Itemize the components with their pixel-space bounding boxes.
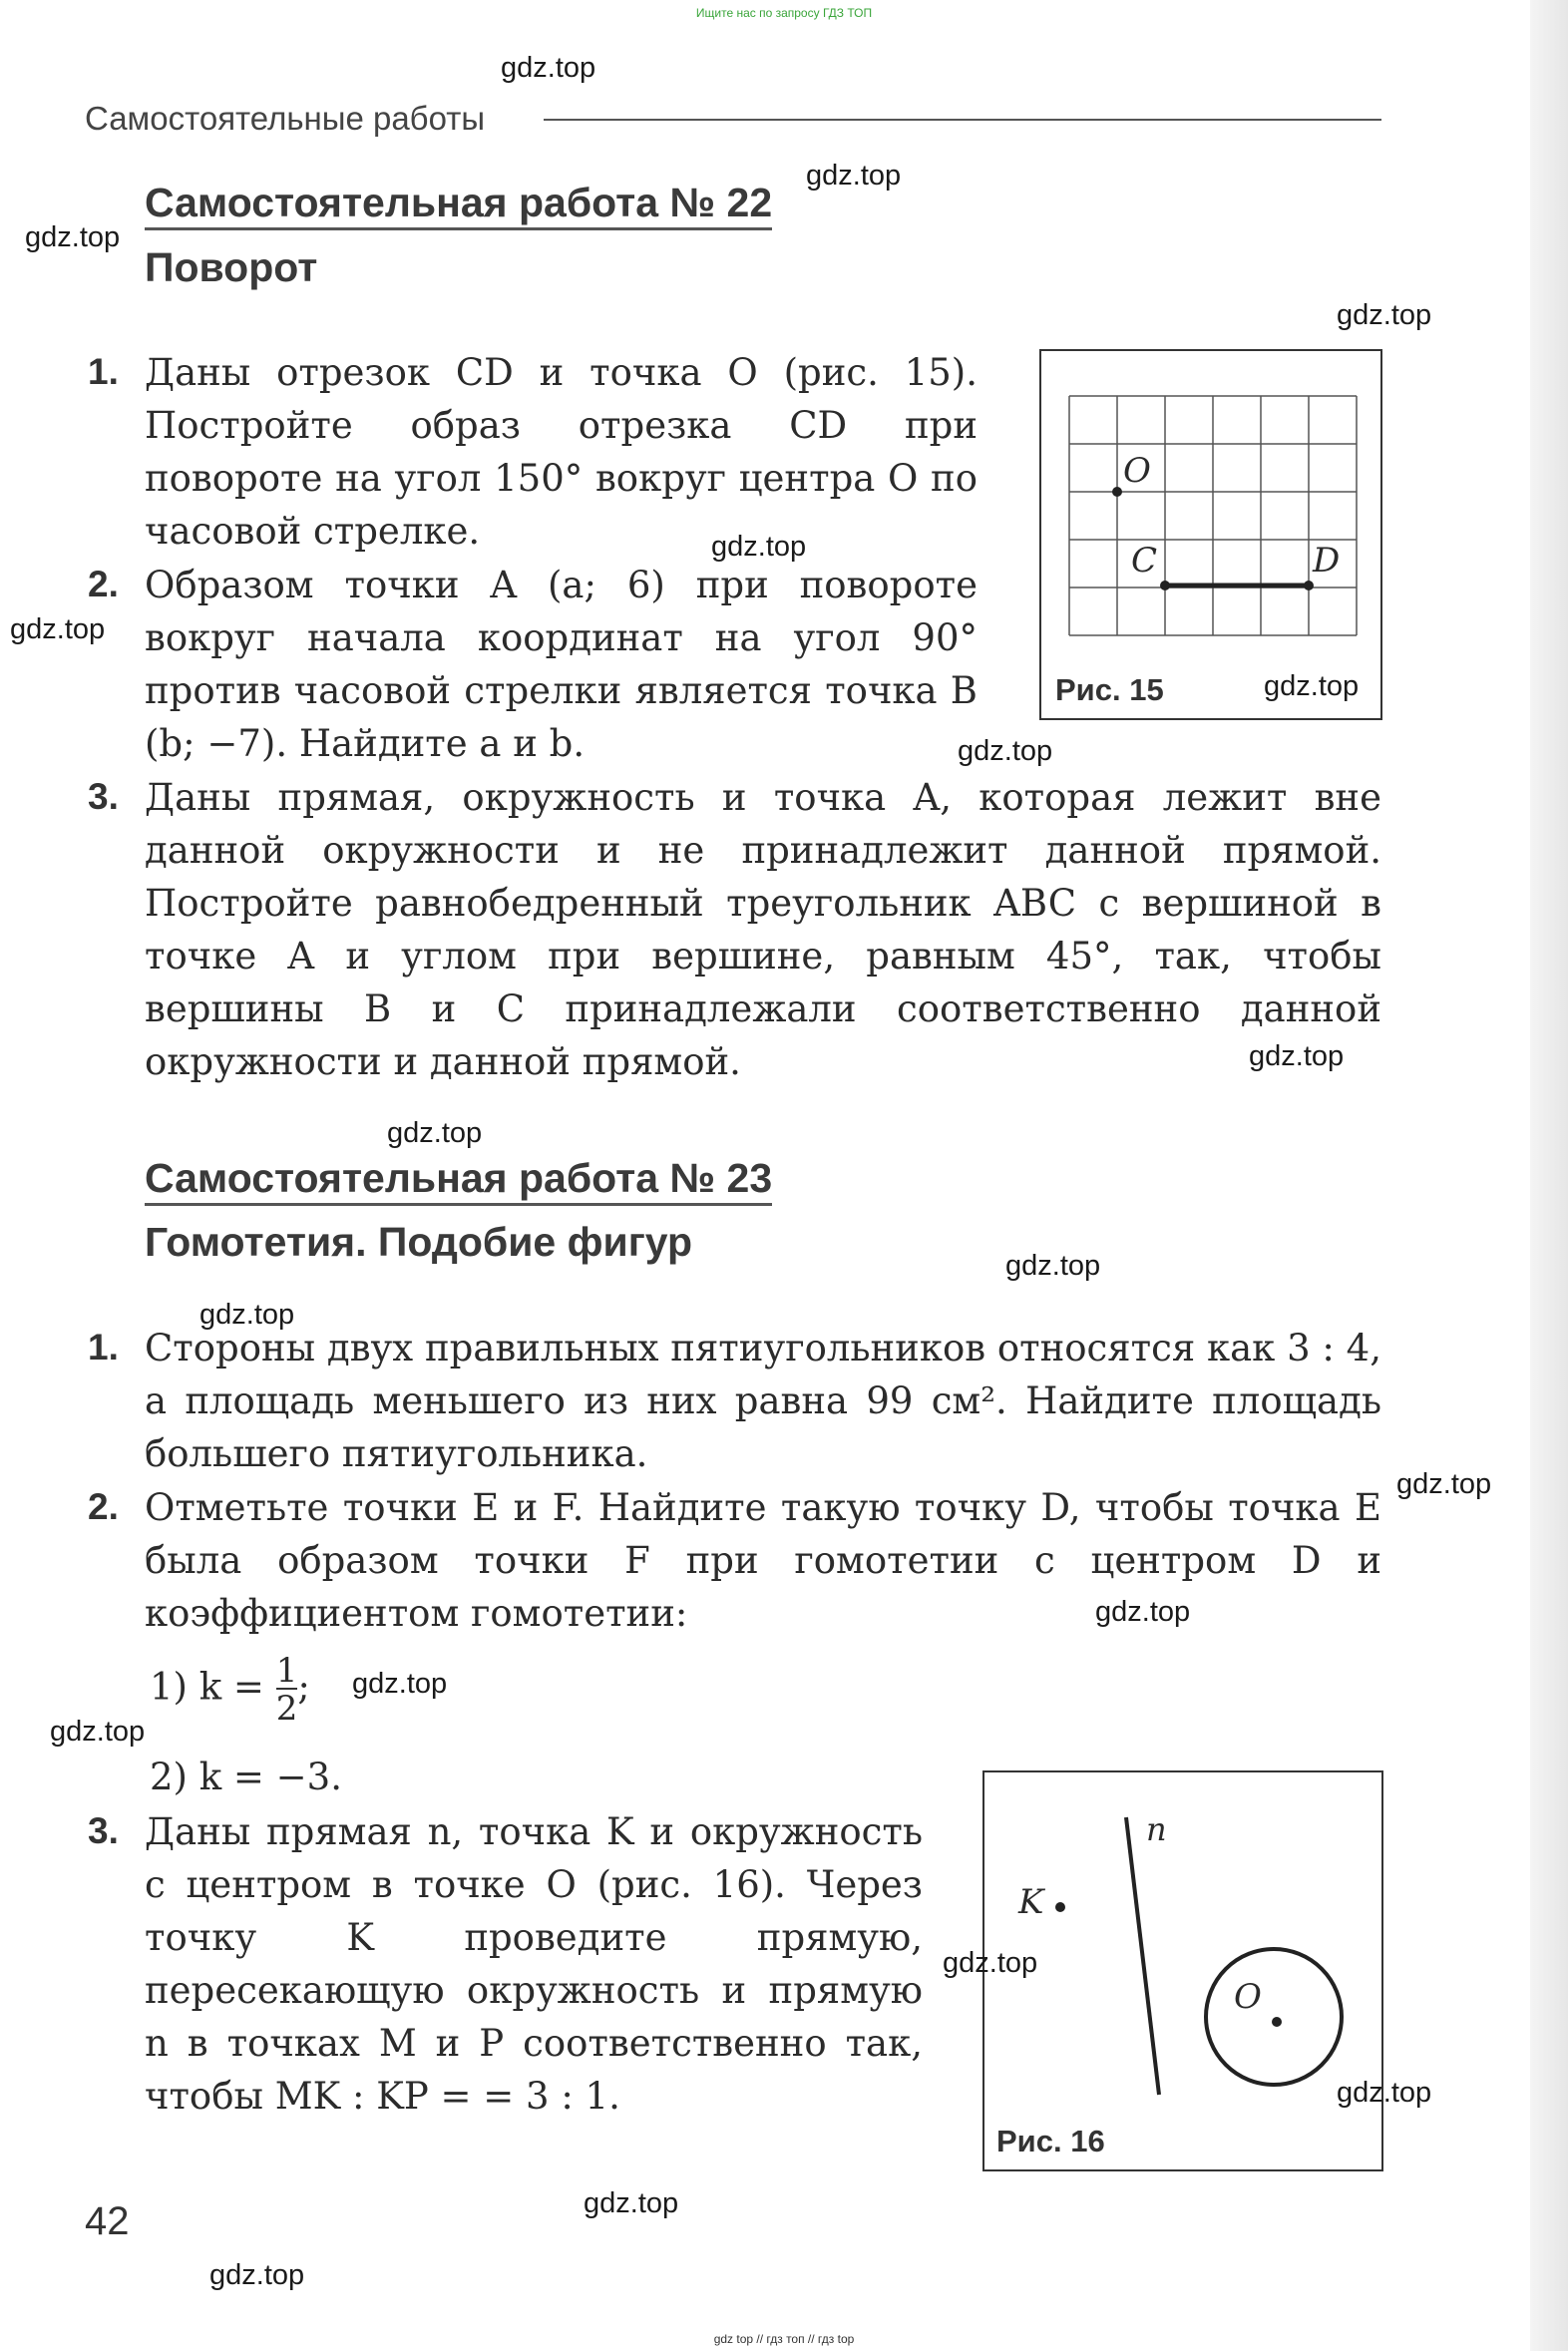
figure-15	[1039, 349, 1382, 720]
sub1-prefix: 1) k =	[150, 1665, 264, 1709]
work23-sub2: 2) k = −3.	[150, 1756, 342, 1798]
watermark: gdz.top	[958, 735, 1053, 767]
figure-caption: Рис. 15	[1055, 672, 1164, 707]
watermark: gdz.top	[50, 1716, 146, 1748]
work23-task2: Отметьте точки E и F. Найдите такую точку D, чтобы точка E была образом точки F при гомотетии с центром D и коэффициентом гомотетии:	[145, 1486, 1381, 1635]
label-c: C	[1131, 541, 1158, 581]
watermark: gdz.top	[1095, 1596, 1191, 1628]
work23-task1: Стороны двух правильных пятиугольников относятся как 3 : 4, а площадь меньшего из них равна 99 см². Найдите площадь большего пятиугольника.	[145, 1327, 1381, 1475]
top-note: Ищите нас по запросу ГДЗ ТОП	[695, 6, 873, 20]
task-number: 1.	[88, 1327, 119, 1368]
label-n: n	[1146, 1810, 1167, 1848]
work23-sub1	[150, 1651, 310, 1729]
task-number: 3.	[88, 1810, 119, 1851]
watermark: gdz.top	[209, 2259, 305, 2291]
point-k	[1055, 1902, 1065, 1912]
fraction-numerator: 1	[275, 1651, 298, 1691]
header-rule	[544, 119, 1381, 121]
fraction	[275, 1651, 298, 1729]
label-d: D	[1313, 541, 1341, 581]
label-o: O	[1123, 451, 1151, 491]
work22-title-text: Самостоятельная работа № 22	[145, 180, 772, 230]
fraction-denominator: 2	[275, 1689, 298, 1729]
work22-task3: Даны прямая, окружность и точка A, которая лежит вне данной окружности и не принадлежит данной прямой. Постройте равнобедренный треугольник ABC с вершиной в точке A и углом при вершине, равным 45°, так, чтобы вершины B и C принадлежали соответственно данной окружности и данной прямой.	[145, 776, 1381, 1083]
watermark: gdz.top	[10, 613, 106, 645]
work23-title	[145, 1155, 772, 1202]
circle-o	[1206, 1949, 1342, 2085]
work22-task1: Даны отрезок CD и точка O (рис. 15). Постройте образ отрезка CD при повороте на угол 150° вокруг центра O по часовой стрелке.	[145, 351, 978, 553]
watermark: gdz.top	[25, 221, 121, 253]
sub1-suffix: ;	[297, 1665, 310, 1709]
task-number: 3.	[88, 776, 119, 817]
watermark: gdz.top	[387, 1117, 483, 1149]
task-number: 2.	[88, 564, 119, 604]
page-edge-shadow	[1530, 0, 1568, 2351]
watermark: gdz.top	[806, 160, 902, 192]
point-c	[1160, 581, 1170, 590]
line-n	[1126, 1817, 1159, 2095]
task-number: 1.	[88, 351, 119, 392]
work23-subtitle: Гомотетия. Подобие фигур	[145, 1219, 693, 1265]
point-d	[1304, 581, 1314, 590]
work22-title	[145, 180, 772, 226]
grid-drawing	[1041, 351, 1380, 718]
work22-subtitle: Поворот	[145, 244, 318, 290]
watermark: gdz.top	[1337, 2077, 1432, 2109]
work23-title-text: Самостоятельная работа № 23	[145, 1155, 772, 1206]
watermark: gdz.top	[1264, 670, 1360, 702]
task-number: 2.	[88, 1486, 119, 1527]
page-number: 42	[85, 2199, 130, 2243]
figure16-drawing	[984, 1772, 1381, 2169]
label-k: K	[1018, 1882, 1044, 1922]
watermark: gdz.top	[501, 52, 596, 84]
watermark: gdz.top	[1396, 1468, 1492, 1500]
work23-task3: Даны прямая n, точка K и окружность с центром в точке O (рис. 16). Через точку K проведите прямую, пересекающую окружность и прямую n в точках M и P соответственно так, чтобы MK : KP = = 3 : 1.	[145, 1810, 923, 2118]
point-o	[1272, 2017, 1282, 2027]
watermark: gdz.top	[711, 531, 807, 563]
point-o	[1112, 487, 1122, 497]
work22-task2: Образом точки A (a; 6) при повороте вокруг начала координат на угол 90° против часовой стрелки является точка B (b; −7). Найдите a и b.	[145, 564, 978, 765]
label-o: O	[1234, 1977, 1262, 2017]
grid-lines	[1069, 396, 1357, 635]
running-header: Самостоятельные работы	[85, 100, 486, 137]
watermark: gdz.top	[352, 1668, 448, 1700]
bottom-note: gdz top // гдз топ // гдз top	[713, 2332, 855, 2346]
watermark: gdz.top	[1249, 1040, 1345, 1072]
watermark: gdz.top	[943, 1947, 1038, 1979]
watermark: gdz.top	[199, 1299, 295, 1331]
figure-caption: Рис. 16	[996, 2124, 1105, 2158]
watermark: gdz.top	[1005, 1250, 1101, 1282]
watermark: gdz.top	[1337, 299, 1432, 331]
figure-16	[982, 1770, 1383, 2171]
watermark: gdz.top	[584, 2187, 679, 2219]
